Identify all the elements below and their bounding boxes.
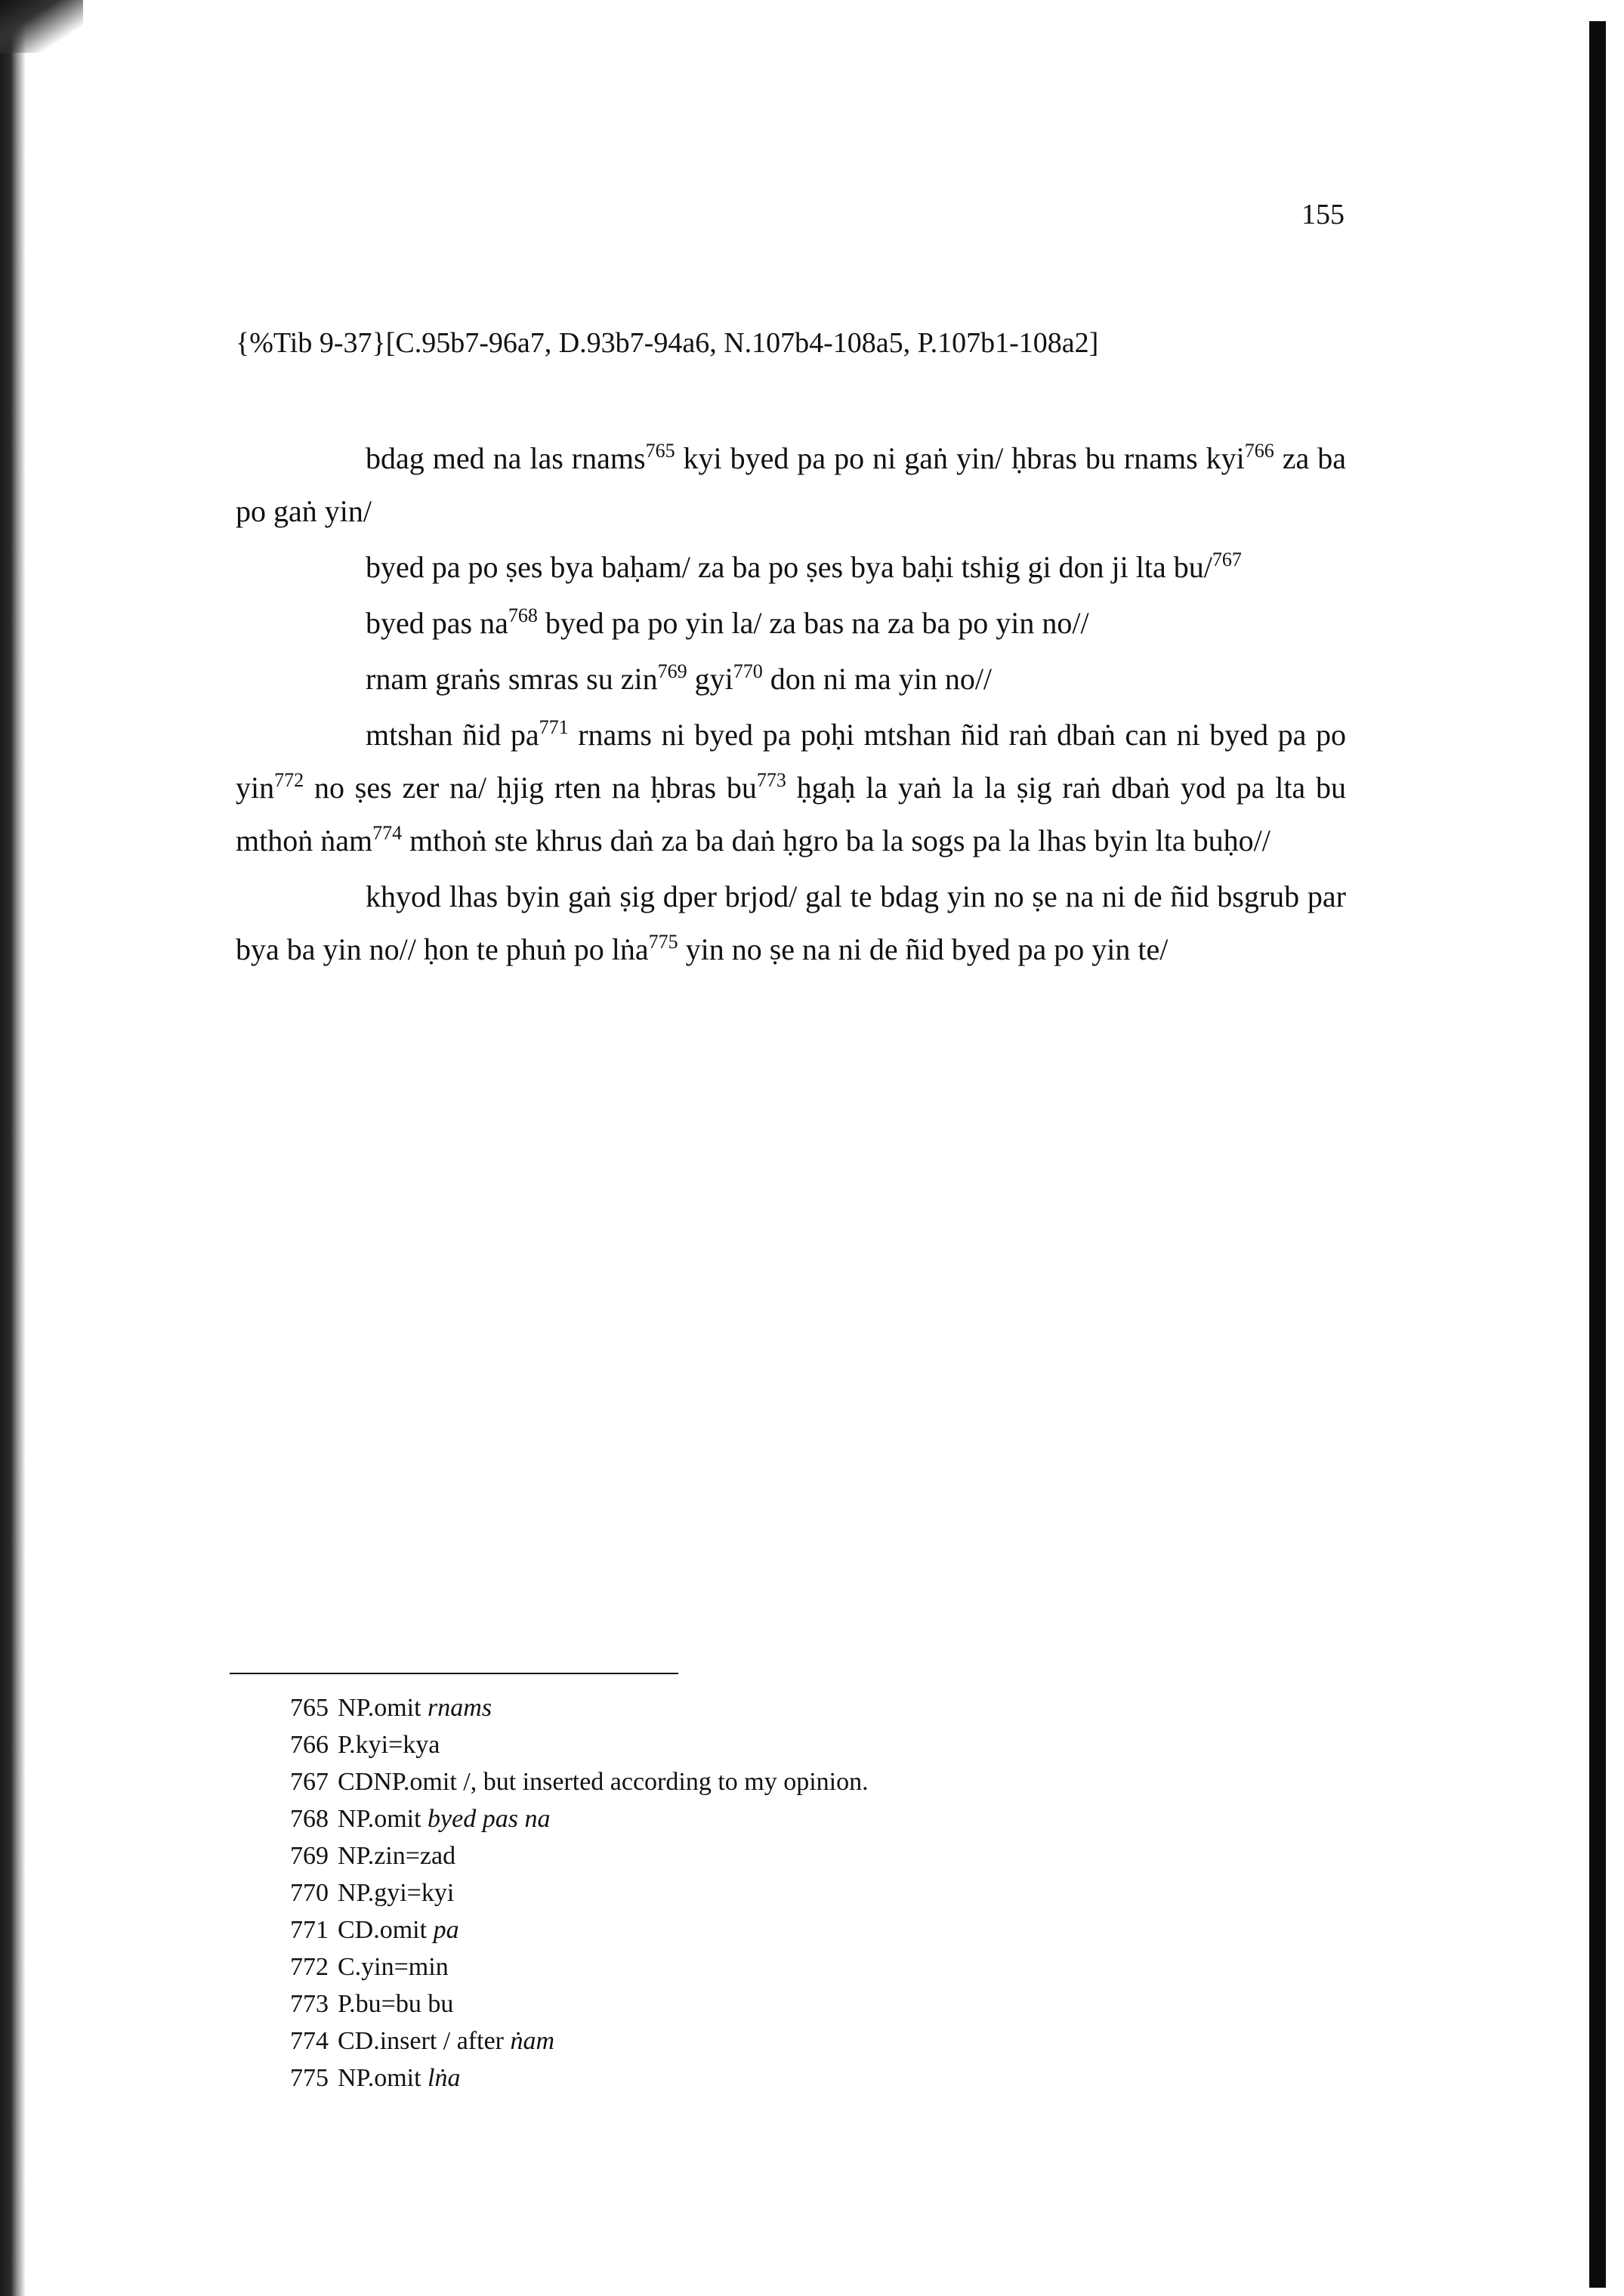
footnote-ref: 768 <box>508 604 538 626</box>
text-segment: za ba po gaṅ yin/ <box>236 441 1347 528</box>
footnote-ref: 766 <box>1244 440 1274 462</box>
footnote-number: 771 <box>290 1916 329 1944</box>
text-segment: rnam graṅs smras su zin <box>366 662 658 696</box>
footnote-text: P.kyi=kya <box>338 1731 440 1759</box>
footnote-number: 765 <box>290 1694 329 1722</box>
footnote-number: 774 <box>290 2027 329 2055</box>
paragraph <box>236 432 1346 538</box>
footnote-text: CD.omit <box>338 1916 428 1944</box>
footnote-number: 773 <box>290 1990 329 2018</box>
scan-top-corner <box>0 0 83 53</box>
footnote-ref: 772 <box>274 769 304 791</box>
text-segment: gyi <box>687 662 733 696</box>
paragraph <box>236 709 1346 867</box>
text-segment: yin no ṣe na ni de ñid byed pa po yin te/ <box>678 932 1169 966</box>
text-segment: rnams ni byed pa poḥi mtshan ñid raṅ dbaṅ can ni byed pa po yin <box>236 718 1346 805</box>
footnote-divider <box>230 1673 678 1674</box>
text-segment: don ni ma yin no// <box>762 662 993 696</box>
text-segment: khyod lhas byin gaṅ ṣig dper brjod/ gal te bdag yin no ṣe na ni de ñid bsgrub par bya ba yin no// ḥon te phuṅ po lṅa <box>236 879 1346 966</box>
text-segment: byed pa po yin la/ za bas na za ba po yin no// <box>537 606 1089 640</box>
footnote-ref: 770 <box>733 660 763 682</box>
footnote-number: 775 <box>290 2064 329 2092</box>
footnote-ref: 771 <box>539 716 569 738</box>
scan-left-edge <box>0 0 26 2296</box>
text-segment: mthoṅ ste khrus daṅ za ba daṅ ḥgro ba la sogs pa la lhas byin lta buḥo// <box>402 824 1270 858</box>
footnote <box>290 1911 1272 1948</box>
footnote <box>290 1763 1272 1800</box>
footnote-number: 766 <box>290 1731 329 1759</box>
body-text <box>236 432 1346 979</box>
footnote <box>290 1985 1272 2023</box>
text-segment: ḥgaḥ la yaṅ la la ṣig raṅ dbaṅ yod pa lta bu mthoṅ ṅam <box>236 771 1346 858</box>
footnote-text: CD.insert / after <box>338 2027 504 2055</box>
paragraph <box>236 653 1346 706</box>
footnote <box>290 1689 1272 1726</box>
text-segment: no ṣes zer na/ ḥjig rten na ḥbras bu <box>304 771 757 805</box>
scan-right-edge <box>1589 21 1606 2288</box>
text-segment: kyi byed pa po ni gaṅ yin/ ḥbras bu rnams kyi <box>675 441 1245 475</box>
footnote-emphasis: pa <box>433 1916 459 1944</box>
text-segment: bdag med na las rnams <box>366 441 646 475</box>
footnote <box>290 1948 1272 1985</box>
footnote-ref: 775 <box>648 931 678 953</box>
footnote-text: NP.omit <box>338 2064 421 2092</box>
footnote-ref: 773 <box>756 769 786 791</box>
footnote-emphasis: byed pas na <box>428 1805 551 1833</box>
footnote-ref: 765 <box>645 440 675 462</box>
footnote-text: P.bu=bu bu <box>338 1990 454 2018</box>
footnote-text: CDNP.omit /, but inserted according to my opinion. <box>338 1768 869 1796</box>
footnote <box>290 1874 1272 1911</box>
footnote-text: NP.omit <box>338 1805 421 1833</box>
paragraph <box>236 870 1346 976</box>
text-segment: byed pa po ṣes bya baḥam/ za ba po ṣes bya baḥi tshig gi don ji lta bu/ <box>366 550 1212 584</box>
footnote-text: NP.gyi=kyi <box>338 1879 455 1907</box>
footnote-number: 770 <box>290 1879 329 1907</box>
footnote-text: C.yin=min <box>338 1953 449 1981</box>
footnote-ref: 769 <box>657 660 687 682</box>
footnote <box>290 1726 1272 1763</box>
footnote-emphasis: lṅa <box>428 2064 461 2092</box>
footnote <box>290 2060 1272 2097</box>
footnote-ref: 774 <box>372 822 403 844</box>
footnote-ref: 767 <box>1212 549 1242 570</box>
footnote-emphasis: rnams <box>428 1694 492 1722</box>
footnotes <box>290 1689 1272 2097</box>
text-segment: byed pas na <box>366 606 508 640</box>
footnote-number: 768 <box>290 1805 329 1833</box>
text-segment: mtshan ñid pa <box>366 718 539 752</box>
footnote-number: 772 <box>290 1953 329 1981</box>
paragraph <box>236 541 1346 594</box>
page-number: 155 <box>1301 199 1345 230</box>
footnote-number: 769 <box>290 1842 329 1870</box>
footnote-text: NP.omit <box>338 1694 421 1722</box>
footnote <box>290 2023 1272 2060</box>
footnote <box>290 1800 1272 1837</box>
footnote-text: NP.zin=zad <box>338 1842 456 1870</box>
footnote-number: 767 <box>290 1768 329 1796</box>
footnote <box>290 1837 1272 1874</box>
footnote-emphasis: ṅam <box>510 2027 555 2055</box>
paragraph <box>236 597 1346 650</box>
source-reference: {%Tib 9-37}[C.95b7-96a7, D.93b7-94a6, N.107b4-108a5, P.107b1-108a2] <box>236 327 1099 359</box>
